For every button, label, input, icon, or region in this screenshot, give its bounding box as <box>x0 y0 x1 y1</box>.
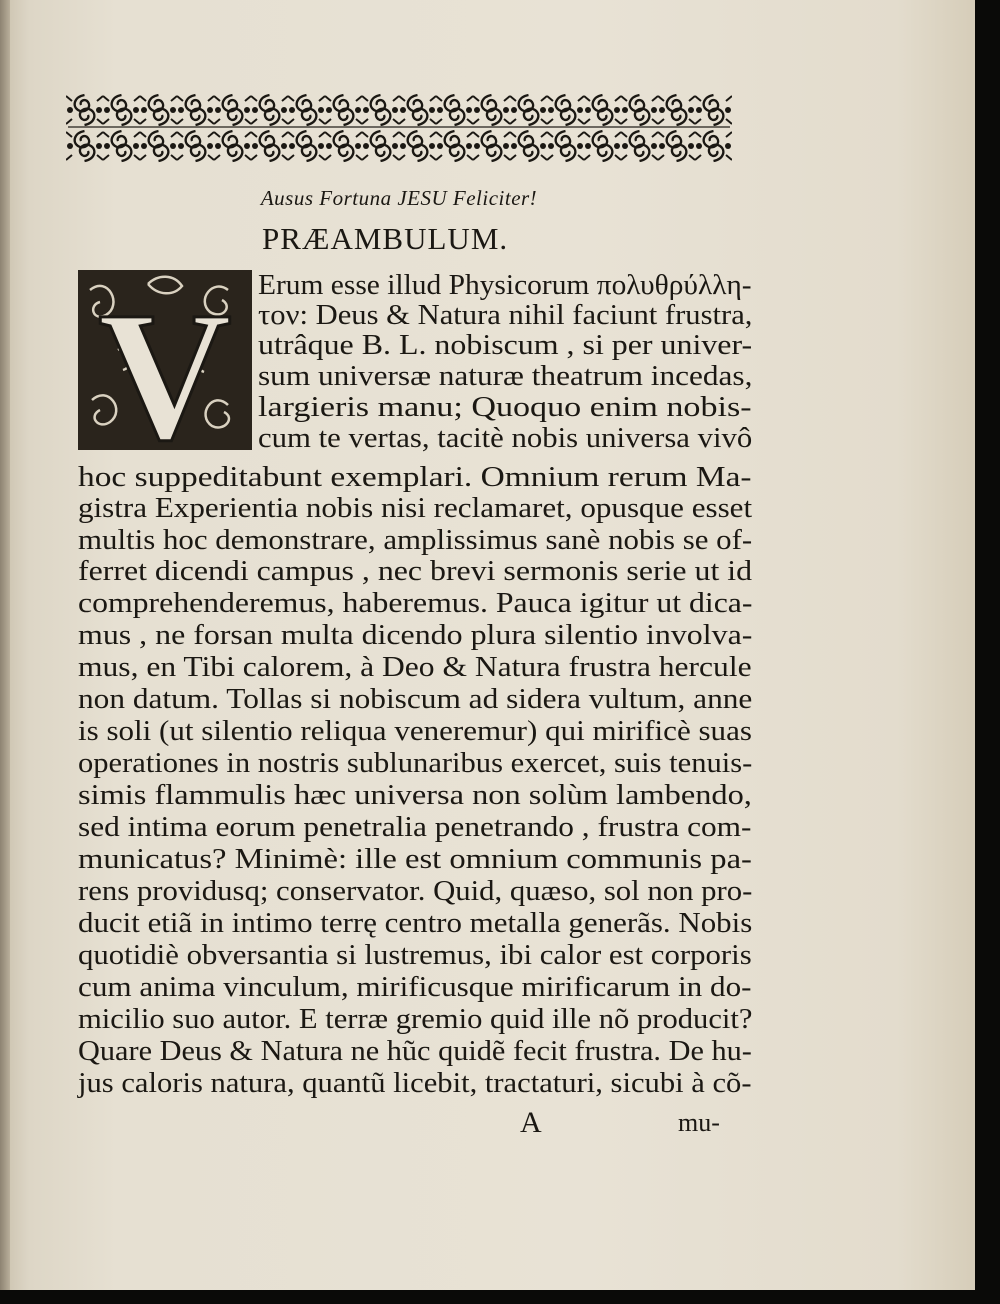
text-line: cum anima vinculum, mirificusque mirificarum in do- <box>78 972 752 1003</box>
text-line: jus caloris natura, quantũ licebit, tractaturi, sicubi à cõ- <box>78 1068 752 1099</box>
text-line: is soli (ut silentio reliqua veneremur) qui mirificè suas <box>78 716 752 747</box>
catchword: mu- <box>678 1108 720 1137</box>
text-line: quotidiè obversantia si lustremus, ibi calor est corporis <box>78 940 752 971</box>
text-line: ferret dicendi campus , nec brevi sermonis serie ut id <box>78 556 753 587</box>
text-line: τον: Deus & Natura nihil faciunt frustra, <box>258 300 753 331</box>
text-line: Erum esse illud Physicorum πολυθρύλλη- <box>258 270 752 301</box>
page-heading: PRÆAMBULUM. <box>262 221 509 256</box>
signature-mark: A <box>520 1106 542 1139</box>
text-line: sed intima eorum penetralia penetrando , frustra com- <box>78 812 752 843</box>
text-line: simis flammulis hæc universa non solùm lambendo, <box>78 780 752 811</box>
text-line: largieris manu; Quoquo enim nobis- <box>258 392 752 423</box>
text-line: non datum. Tollas si nobiscum ad sidera vultum, anne <box>78 684 753 715</box>
text-line: Quare Deus & Natura ne hũc quidẽ fecit frustra. De hu- <box>78 1036 752 1067</box>
text-line: ducit etiã in intimo terrę centro metalla generãs. Nobis <box>78 908 753 939</box>
text-line: sum universæ naturæ theatrum incedas, <box>258 361 753 392</box>
text-line: gistra Experientia nobis nisi reclamaret, opusque esset <box>78 493 753 524</box>
text-line: operationes in nostris sublunaribus exercet, suis tenuis- <box>78 748 753 779</box>
text-line: utrâque B. L. nobiscum , si per univer- <box>258 330 753 361</box>
text-line: micilio suo autor. E terræ gremio quid ille nõ producit? <box>78 1004 753 1035</box>
text-line: rens providusq; conservator. Quid, quæso, sol non pro- <box>78 876 753 907</box>
text-line: mus, en Tibi calorem, à Deo & Natura frustra hercule <box>78 652 752 683</box>
motto: Ausus Fortuna JESU Feliciter! <box>260 186 538 210</box>
page-gutter <box>0 0 10 1290</box>
text-line: mus , ne forsan multa dicendo plura silentio involva- <box>78 620 753 651</box>
text-line: multis hoc demonstrare, amplissimus sanè nobis se of- <box>78 525 753 556</box>
decorated-initial <box>78 270 252 450</box>
text-line: hoc suppeditabunt exemplari. Omnium rerum Ma- <box>78 462 752 493</box>
headpiece-ornament <box>66 92 732 164</box>
text-line: municatus? Minimè: ille est omnium communis pa- <box>78 844 752 875</box>
text-line: comprehenderemus, haberemus. Pauca igitur ut dica- <box>78 588 753 619</box>
text-line: cum te vertas, tacitè nobis universa vivô <box>258 423 753 454</box>
initial-letter: V <box>98 274 232 450</box>
